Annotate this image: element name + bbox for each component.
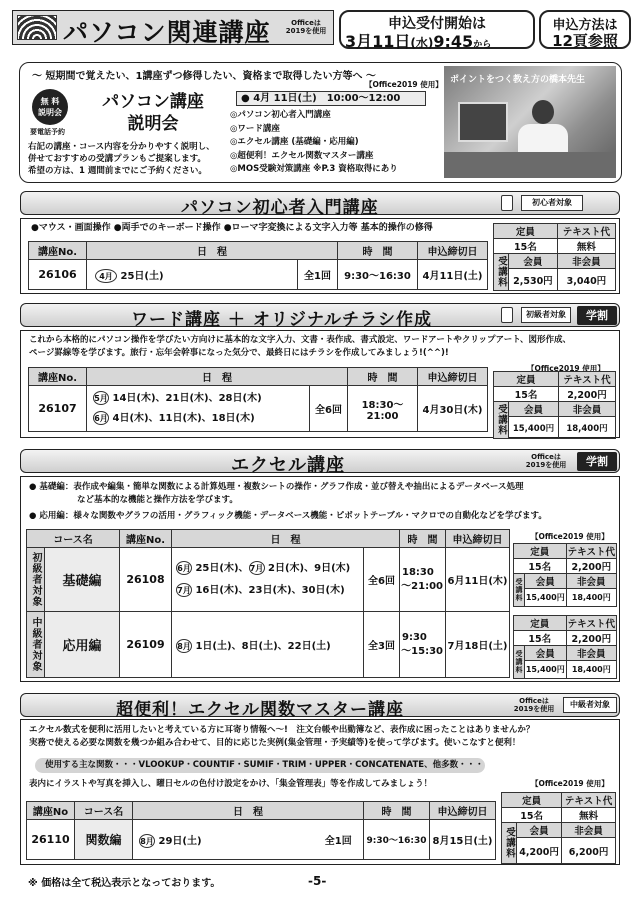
text-fee-value: 2,200円 xyxy=(566,631,616,646)
badge-note: 要電話予約 xyxy=(30,128,65,136)
sec3-office-tag: 【Office2019 使用】 xyxy=(531,532,609,541)
sec4-desc-line: 実務で使える必要な関数を幾つか組み合わせて、目的に応じた実例(集金管理・予実績等)を使って学びます。使いこなすと便利！ xyxy=(29,738,521,748)
header-title-box xyxy=(12,10,334,45)
registration-box xyxy=(339,10,535,49)
month-badge: 8月 xyxy=(176,639,192,653)
time-end: ～21:00 xyxy=(401,580,443,592)
free-badge xyxy=(32,89,68,125)
method-box xyxy=(539,10,631,49)
header-schedule: 日 程 xyxy=(87,242,338,260)
course-deadline: 7月18日(土) xyxy=(446,612,510,678)
monitor-shape xyxy=(458,102,508,142)
registration-date: 3月11日 xyxy=(345,32,411,51)
intro-desc-line: 右記の講座・コース内容を分かりやすく説明し、 xyxy=(28,142,215,152)
fee-nonmember-header: 非会員 xyxy=(558,402,615,417)
fee-header-capacity: 定員 xyxy=(494,372,559,387)
session-count: 全6回 xyxy=(310,386,348,432)
registration-suffix: から xyxy=(473,40,492,50)
header-course: コース名 xyxy=(75,802,133,820)
intro-course-item: ◎エクセル講座 (基礎編・応用編) xyxy=(230,137,359,147)
intro-course-item: ◎ワード講座 xyxy=(230,123,280,134)
sec2-title-bar xyxy=(20,303,620,330)
intro-title-2: 説明会 xyxy=(127,114,179,134)
header-no: 講座No xyxy=(27,802,75,820)
capacity-value: 15名 xyxy=(494,239,558,254)
fee-nonmember-value: 6,200円 xyxy=(562,838,616,864)
sec1-target-tag: 初心者対象 xyxy=(521,195,583,211)
sec3-fee-table-2 xyxy=(513,615,617,679)
footer-note: ※ 価格は全て税込表示となっております。 xyxy=(28,878,221,889)
month-badge: 8月 xyxy=(139,834,155,848)
intro-course-item: ◎超便利！エクセル関数マスター講座 xyxy=(230,150,374,161)
sec2-office-tag: 【Office2019 使用】 xyxy=(527,364,605,373)
fee-nonmember-header: 非会員 xyxy=(566,574,616,589)
fee-nonmember-value: 3,040円 xyxy=(557,269,615,291)
fee-member-header: 会員 xyxy=(509,254,558,269)
sec4-target-tag: 中級者対象 xyxy=(563,697,617,713)
text-fee-value: 無料 xyxy=(557,239,615,254)
registration-line1: 申込受付開始は xyxy=(388,16,486,32)
fee-header-text: テキスト代 xyxy=(557,224,615,239)
course-name: 応用編 xyxy=(45,612,120,678)
dates-text: 2日(木)、9日(木) xyxy=(268,562,351,574)
sec3-desc-basic-2: など基本的な機能と操作方法を学びます。 xyxy=(77,495,238,505)
sec3-fee-table-1 xyxy=(513,543,617,607)
dates-text: 16日(木)、23日(木)、30日(木) xyxy=(195,584,345,596)
fee-member-header: 会員 xyxy=(525,574,567,589)
sec3-desc-basic: ● 基礎編：表作成や編集・簡単な関数による計算処理・複数シートの操作・グラフ作成・並び替えや抽出によるデータベース処理 xyxy=(29,482,524,492)
header-deadline: 申込締切日 xyxy=(418,368,488,386)
intro-course-item: ◎MOS受験対策講座 ※P.3 資格取得にあり xyxy=(230,164,398,174)
sec4-desc-line: エクセル数式を便利に活用したいと考えている方に耳寄り情報へ～! 注文台帳や出勤簿など、表作成に困ったことはありませんか？ xyxy=(29,725,535,735)
registration-day: (水) xyxy=(410,36,434,50)
fee-header-text: テキスト代 xyxy=(566,616,616,631)
registration-date-line xyxy=(345,29,535,52)
session-count: 全1回 xyxy=(298,260,338,290)
bookmark-icon xyxy=(501,307,513,323)
schedule-dates xyxy=(87,386,310,432)
intro-desc-line: 希望の方は、1 週間前までにご予約ください。 xyxy=(28,166,207,176)
text-fee-value: 2,200円 xyxy=(558,387,615,402)
course-time: 18:30～21:00 xyxy=(348,386,418,432)
header-no: 講座No. xyxy=(29,242,87,260)
dates-text: 29日(土) xyxy=(158,835,202,847)
sec3-box xyxy=(20,476,620,682)
teacher-photo xyxy=(444,66,616,178)
course-no: 26107 xyxy=(29,386,87,432)
schedule-dates xyxy=(87,260,298,290)
fee-nonmember-header: 非会員 xyxy=(557,254,615,269)
sec2-desc-line: これから本格的にパソコン操作を学びたい方向けに基本的な文字入力、文書・表作成、書式設定、ワードアートやクリップアート、図形作成、 xyxy=(29,335,571,345)
fee-header-capacity: 定員 xyxy=(494,224,558,239)
course-name: 関数編 xyxy=(75,820,133,860)
fee-member-header: 会員 xyxy=(509,402,559,417)
sec4-title: 超便利！エクセル関数マスター講座 xyxy=(116,700,404,720)
capacity-value: 15名 xyxy=(494,387,559,402)
registration-time: 9:45 xyxy=(433,32,474,51)
sec3-schedule-table xyxy=(26,529,510,678)
office-note-2: 2019を使用 xyxy=(513,705,555,713)
sec4-schedule-table xyxy=(26,801,496,860)
intro-office-tag: 【Office2019 使用】 xyxy=(365,80,443,89)
fee-header-capacity: 定員 xyxy=(514,616,567,631)
fee-label: 受講料 xyxy=(502,823,517,864)
course-no: 26108 xyxy=(119,548,171,612)
course-deadline: 4月30日(木) xyxy=(418,386,488,432)
office-note-2: 2019を使用 xyxy=(525,461,567,469)
intro-description xyxy=(28,141,215,177)
course-deadline: 4月11日(土) xyxy=(418,260,488,290)
month-badge: 4月 xyxy=(95,269,117,283)
intro-title-1: パソコン講座 xyxy=(102,92,204,112)
intro-course-list xyxy=(230,109,398,177)
intro-subtitle: ～ 短期間で覚えたい、1講座ずつ修得したい、資格まで取得したい方等へ ～ xyxy=(32,71,376,82)
sec1-title: パソコン初心者入門講座 xyxy=(181,198,379,218)
header-time: 時 間 xyxy=(400,530,446,548)
course-no: 26110 xyxy=(27,820,75,860)
header-time: 時 間 xyxy=(364,802,430,820)
time-start: 9:30 xyxy=(402,631,427,643)
person-head xyxy=(532,100,554,124)
page-number: -5- xyxy=(308,874,327,888)
sec1-topics: ●マウス・画面操作 ●両手でのキーボード操作 ●ローマ字変換による文字入力等 基本的操作の修得 xyxy=(31,223,433,233)
capacity-value: 15名 xyxy=(502,808,562,823)
course-no: 26109 xyxy=(119,612,171,678)
sec2-fee-table xyxy=(493,371,616,439)
fee-nonmember-header: 非会員 xyxy=(566,646,616,661)
sec2-discount-tag: 学割 xyxy=(577,306,617,325)
level-label: 初級者対象 xyxy=(27,548,45,612)
header-no: 講座No. xyxy=(29,368,87,386)
badge-line2: 説明会 xyxy=(38,108,62,117)
session-count: 全1回 xyxy=(314,820,364,860)
course-time xyxy=(400,548,446,612)
dates-text: 25日(土) xyxy=(120,270,164,282)
fee-nonmember-header: 非会員 xyxy=(562,823,616,838)
bookmark-icon xyxy=(501,195,513,211)
sec2-box xyxy=(20,330,620,438)
header-schedule: 日 程 xyxy=(87,368,348,386)
time-end: ～15:30 xyxy=(401,645,443,657)
header-schedule: 日 程 xyxy=(171,530,399,548)
text-fee-value: 2,200円 xyxy=(566,559,616,574)
sec4-box xyxy=(20,719,620,865)
schedule-dates xyxy=(133,820,314,860)
intro-date: ● 4月 11日(土) 10:00～12:00 xyxy=(236,91,426,106)
office-note-1: Officeは xyxy=(519,697,549,705)
course-no: 26106 xyxy=(29,260,87,290)
fee-header-text: テキスト代 xyxy=(558,372,615,387)
sec3-title: エクセル講座 xyxy=(231,455,345,476)
fee-header-text: テキスト代 xyxy=(562,793,616,808)
header-time: 時 間 xyxy=(338,242,418,260)
sec1-box xyxy=(20,218,620,294)
method-line2: 12頁参照 xyxy=(552,32,618,50)
dates-text: 1日(土)、8日(土)、22日(土) xyxy=(195,640,331,652)
month-badge: 7月 xyxy=(249,561,265,575)
fee-header-text: テキスト代 xyxy=(566,544,616,559)
header-deadline: 申込締切日 xyxy=(446,530,510,548)
level-label: 中級者対象 xyxy=(27,612,45,678)
dates-text: 14日(木)、21日(木)、28日(木) xyxy=(112,392,262,404)
month-badge: 7月 xyxy=(176,583,192,597)
month-badge: 6月 xyxy=(93,411,109,425)
fee-label: 受講料 xyxy=(494,402,509,439)
header-course: コース名 xyxy=(27,530,120,548)
fee-member-value: 15,400円 xyxy=(509,417,559,439)
fee-label: 受講料 xyxy=(514,574,525,607)
dates-text: 25日(木)、 xyxy=(195,562,249,574)
sec4-office-note xyxy=(509,697,559,713)
fee-header-capacity: 定員 xyxy=(514,544,567,559)
course-time xyxy=(400,612,446,678)
sec4-description-2: 表内にイラストや写真を挿入し、曜日セルの色付け設定をかけ、「集金管理表」等を作成してみましょう！ xyxy=(29,779,433,789)
sec4-fee-table xyxy=(501,792,616,864)
sec2-target-tag: 初級者対象 xyxy=(521,307,571,323)
sec3-desc-advanced: ● 応用編：様々な関数やグラフの活用・グラフィック機能・データベース機能・ピボットテーブル・マクロでの自動化などを学びます。 xyxy=(29,511,547,521)
fee-header-capacity: 定員 xyxy=(502,793,562,808)
office-note-1: Officeは xyxy=(291,19,321,27)
sec4-title-bar xyxy=(20,693,620,720)
sec3-discount-tag: 学割 xyxy=(577,452,617,471)
sec2-schedule-table xyxy=(28,367,488,432)
sec2-description xyxy=(29,334,571,360)
fee-nonmember-value: 18,400円 xyxy=(566,589,616,607)
office-note xyxy=(281,19,331,35)
dates-text: 4日(木)、11日(木)、18日(木) xyxy=(112,412,255,424)
session-count: 全6回 xyxy=(364,548,400,612)
schedule-dates xyxy=(171,548,363,612)
capacity-value: 15名 xyxy=(514,631,567,646)
sec3-office-note xyxy=(521,453,571,469)
header-schedule: 日 程 xyxy=(133,802,364,820)
sec1-fee-table xyxy=(493,223,616,291)
time-start: 18:30 xyxy=(402,566,434,578)
session-count: 全3回 xyxy=(364,612,400,678)
sec2-title: ワード講座 ＋ オリジナルチラシ作成 xyxy=(131,310,432,330)
intro-course-item: ◎パソコン初心者入門講座 xyxy=(230,110,331,120)
page-title: パソコン関連講座 xyxy=(63,18,271,47)
sec4-description xyxy=(29,724,534,750)
sec4-office-tag: 【Office2019 使用】 xyxy=(531,779,609,788)
fee-member-value: 15,400円 xyxy=(525,661,567,679)
course-name: 基礎編 xyxy=(45,548,120,612)
office-note-2: 2019を使用 xyxy=(285,27,327,35)
fan-pattern-icon xyxy=(17,15,57,40)
header-no: 講座No. xyxy=(119,530,171,548)
fee-member-value: 2,530円 xyxy=(509,269,558,291)
photo-caption: ポイントをつく教え方の橋本先生 xyxy=(450,75,586,85)
method-line1: 申込方法は xyxy=(552,18,618,33)
course-time: 9:30～16:30 xyxy=(364,820,430,860)
sec4-functions: 使用する主な関数・・・VLOOKUP・COUNTIF・SUMIF・TRIM・UPPER・CONCATENATE、他多数・・・ xyxy=(35,758,485,773)
header-time: 時 間 xyxy=(348,368,418,386)
course-deadline: 6月11日(木) xyxy=(446,548,510,612)
fee-member-value: 15,400円 xyxy=(525,589,567,607)
month-badge: 5月 xyxy=(93,391,109,405)
desk-shape xyxy=(444,152,616,178)
badge-line1: 無 料 xyxy=(40,97,60,106)
text-fee-value: 無料 xyxy=(562,808,616,823)
fee-label: 受講料 xyxy=(514,646,525,679)
schedule-dates xyxy=(171,612,363,678)
header-deadline: 申込締切日 xyxy=(430,802,496,820)
header-deadline: 申込締切日 xyxy=(418,242,488,260)
fee-nonmember-value: 18,400円 xyxy=(566,661,616,679)
fee-member-header: 会員 xyxy=(525,646,567,661)
sec1-title-bar xyxy=(20,191,620,218)
sec3-title-bar xyxy=(20,449,620,476)
sec2-desc-line: ページ罫線等を学びます。旅行・忘年会幹事になった気分で、最終日にはチラシを作成してみましょう!(^^)! xyxy=(29,348,449,358)
fee-member-header: 会員 xyxy=(517,823,562,838)
sec3-description xyxy=(29,481,547,523)
capacity-value: 15名 xyxy=(514,559,567,574)
fee-nonmember-value: 18,400円 xyxy=(558,417,615,439)
intro-desc-line: 併せておすすめの受講プランもご提案します。 xyxy=(28,154,206,164)
sec1-schedule-table xyxy=(28,241,488,290)
course-time: 9:30～16:30 xyxy=(338,260,418,290)
fee-member-value: 4,200円 xyxy=(517,838,562,864)
month-badge: 6月 xyxy=(176,561,192,575)
office-note-1: Officeは xyxy=(531,453,561,461)
fee-label: 受講料 xyxy=(494,254,509,291)
course-deadline: 8月15日(土) xyxy=(430,820,496,860)
intro-box xyxy=(19,62,622,183)
